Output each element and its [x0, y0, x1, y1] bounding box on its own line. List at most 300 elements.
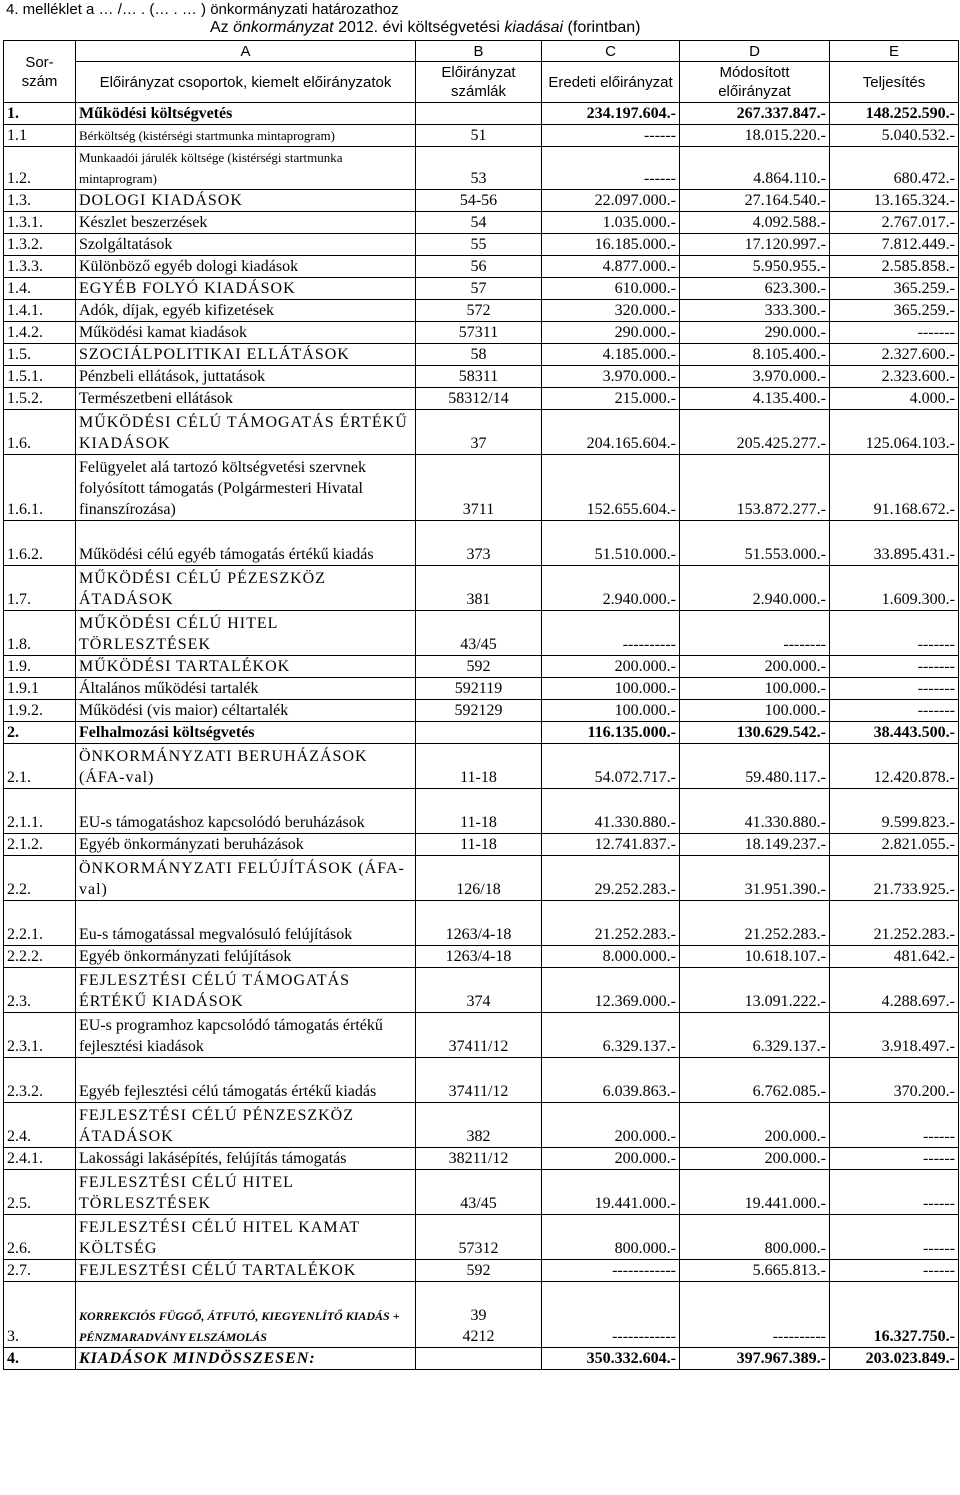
row-modified: ---------- — [680, 1282, 830, 1348]
row-name-text: Egyéb fejlesztési célú támogatás értékű kiadás — [79, 1083, 377, 1100]
row-performance: ------- — [830, 678, 959, 700]
table-row — [4, 344, 959, 366]
row-name-text: Pénzbeli ellátások, juttatások — [79, 368, 266, 385]
column-letters-row — [4, 41, 959, 62]
row-original: 200.000.- — [542, 1103, 680, 1148]
row-name — [76, 125, 416, 147]
table-row — [4, 1260, 959, 1282]
table-row — [4, 125, 959, 147]
row-name — [76, 834, 416, 856]
row-modified: 205.425.277.- — [680, 410, 830, 455]
row-number: 1.6.2. — [4, 521, 76, 566]
row-name — [76, 744, 416, 789]
table-row — [4, 834, 959, 856]
row-number: 1.5.1. — [4, 366, 76, 388]
row-name-text: Felügyelet alá tartozó költségvetési szervnek folyósított támogatás (Polgármesteri Hivatal finanszírozása) — [79, 459, 367, 518]
row-account: 373 — [416, 521, 542, 566]
row-number: 2.1. — [4, 744, 76, 789]
row-name-text: Általános működési tartalék — [79, 680, 259, 697]
row-name — [76, 678, 416, 700]
row-original: 29.252.283.- — [542, 856, 680, 901]
row-modified: 100.000.- — [680, 700, 830, 722]
row-modified: 623.300.- — [680, 278, 830, 300]
row-name-text: Szolgáltatások — [79, 236, 173, 253]
sorszam-header: Sor- szám — [4, 41, 76, 103]
row-original: 41.330.880.- — [542, 789, 680, 834]
table-row — [4, 1058, 959, 1103]
row-name-text: FEJLESZTÉSI CÉLÚ TÁMOGATÁS ÉRTÉKŰ KIADÁSOK — [79, 972, 351, 1010]
row-original: 204.165.604.- — [542, 410, 680, 455]
row-account: 51 — [416, 125, 542, 147]
table-row — [4, 1215, 959, 1260]
table-row — [4, 147, 959, 190]
row-name-text: Készlet beszerzések — [79, 214, 208, 231]
row-account: 572 — [416, 300, 542, 322]
row-name-text: SZOCIÁLPOLITIKAI ELLÁTÁSOK — [79, 346, 350, 363]
table-row — [4, 103, 959, 125]
row-number: 1.2. — [4, 147, 76, 190]
row-account: 11-18 — [416, 789, 542, 834]
row-original: 320.000.- — [542, 300, 680, 322]
row-performance: 13.165.324.- — [830, 190, 959, 212]
table-row — [4, 611, 959, 656]
row-number: 2.1.2. — [4, 834, 76, 856]
budget-table — [3, 40, 959, 1370]
table-row — [4, 678, 959, 700]
row-performance: 4.000.- — [830, 388, 959, 410]
row-modified: 10.618.107.- — [680, 946, 830, 968]
row-account: 43/45 — [416, 611, 542, 656]
row-name-text: EU-s programhoz kapcsolódó támogatás értékű fejlesztési kiadások — [79, 1017, 383, 1055]
row-account: 11-18 — [416, 744, 542, 789]
column-names-row — [4, 62, 959, 103]
row-number: 1.8. — [4, 611, 76, 656]
table-row — [4, 1282, 959, 1348]
table-row — [4, 722, 959, 744]
row-modified: 19.441.000.- — [680, 1170, 830, 1215]
row-number: 2.5. — [4, 1170, 76, 1215]
row-original: 1.035.000.- — [542, 212, 680, 234]
row-number: 1.6.1. — [4, 455, 76, 521]
row-original: 152.655.604.- — [542, 455, 680, 521]
row-name — [76, 388, 416, 410]
row-original: 100.000.- — [542, 678, 680, 700]
table-row — [4, 1348, 959, 1370]
row-modified: 6.329.137.- — [680, 1013, 830, 1058]
row-account: 37411/12 — [416, 1058, 542, 1103]
row-number: 2.6. — [4, 1215, 76, 1260]
row-account: 37411/12 — [416, 1013, 542, 1058]
row-performance: 91.168.672.- — [830, 455, 959, 521]
table-row — [4, 190, 959, 212]
row-original: ------------ — [542, 1260, 680, 1282]
row-name-text: ÖNKORMÁNYZATI FELÚJÍTÁSOK (ÁFA-val) — [79, 860, 405, 898]
row-name — [76, 611, 416, 656]
row-modified: 59.480.117.- — [680, 744, 830, 789]
row-performance: ------- — [830, 700, 959, 722]
row-modified: 4.135.400.- — [680, 388, 830, 410]
row-account: 592129 — [416, 700, 542, 722]
table-row — [4, 278, 959, 300]
row-modified: 267.337.847.- — [680, 103, 830, 125]
row-name-text: EU-s támogatáshoz kapcsolódó beruházások — [79, 814, 365, 831]
row-performance: 481.642.- — [830, 946, 959, 968]
row-number: 1.5.2. — [4, 388, 76, 410]
col-letter-a: A — [76, 41, 416, 62]
row-performance: 365.259.- — [830, 300, 959, 322]
row-performance: 9.599.823.- — [830, 789, 959, 834]
row-performance: 125.064.103.- — [830, 410, 959, 455]
col-letter-d: D — [680, 41, 830, 62]
row-name-text: Működési kamat kiadások — [79, 324, 247, 341]
row-name-text: FEJLESZTÉSI CÉLÚ TARTALÉKOK — [79, 1262, 357, 1279]
table-row — [4, 234, 959, 256]
row-performance: 365.259.- — [830, 278, 959, 300]
row-modified: 41.330.880.- — [680, 789, 830, 834]
row-name-text: Adók, díjak, egyéb kifizetések — [79, 302, 275, 319]
row-original: 4.877.000.- — [542, 256, 680, 278]
row-performance: 203.023.849.- — [830, 1348, 959, 1370]
row-performance: 1.609.300.- — [830, 566, 959, 611]
col-name-a: Előirányzat csoportok, kiemelt előirányzatok — [76, 62, 416, 103]
row-original: 234.197.604.- — [542, 103, 680, 125]
row-original: 51.510.000.- — [542, 521, 680, 566]
row-original: 12.369.000.- — [542, 968, 680, 1013]
row-number: 1.6. — [4, 410, 76, 455]
row-name-text: Különböző egyéb dologi kiadások — [79, 258, 299, 275]
row-performance: 4.288.697.- — [830, 968, 959, 1013]
table-row — [4, 366, 959, 388]
row-name — [76, 1148, 416, 1170]
row-number: 3. — [4, 1282, 76, 1348]
row-account: 43/45 — [416, 1170, 542, 1215]
row-original: ---------- — [542, 611, 680, 656]
row-modified: 290.000.- — [680, 322, 830, 344]
row-number: 1.9.2. — [4, 700, 76, 722]
table-row — [4, 256, 959, 278]
row-name — [76, 300, 416, 322]
row-performance: 2.767.017.- — [830, 212, 959, 234]
row-number: 1.1 — [4, 125, 76, 147]
row-number: 1.4.2. — [4, 322, 76, 344]
table-row — [4, 789, 959, 834]
row-name — [76, 234, 416, 256]
row-original: 200.000.- — [542, 1148, 680, 1170]
row-modified: 3.970.000.- — [680, 366, 830, 388]
row-number: 2.2. — [4, 856, 76, 901]
row-number: 1.9.1 — [4, 678, 76, 700]
table-row — [4, 856, 959, 901]
row-performance: 16.327.750.- — [830, 1282, 959, 1348]
row-name-text: Munkaadói járulék költsége (kistérségi startmunka mintaprogram) — [79, 150, 343, 186]
row-account — [416, 103, 542, 125]
row-modified: 200.000.- — [680, 1103, 830, 1148]
row-name — [76, 322, 416, 344]
row-number: 1.9. — [4, 656, 76, 678]
row-account: 38211/12 — [416, 1148, 542, 1170]
row-name — [76, 1260, 416, 1282]
row-name — [76, 1058, 416, 1103]
row-name-text: KORREKCIÓS FÜGGŐ, ÁTFUTÓ, KIEGYENLÍTŐ KIADÁS + PÉNZMARADVÁNY ELSZÁMOLÁS — [79, 1309, 400, 1344]
row-modified: 4.092.588.- — [680, 212, 830, 234]
row-modified: 397.967.389.- — [680, 1348, 830, 1370]
row-performance: 21.733.925.- — [830, 856, 959, 901]
row-original: 6.329.137.- — [542, 1013, 680, 1058]
row-name — [76, 789, 416, 834]
row-name — [76, 1348, 416, 1370]
row-performance: ------ — [830, 1148, 959, 1170]
table-row — [4, 388, 959, 410]
row-account: 54 — [416, 212, 542, 234]
table-row — [4, 455, 959, 521]
col-name-e: Teljesítés — [830, 62, 959, 103]
row-original: 200.000.- — [542, 656, 680, 678]
col-name-b: Előirányzat számlák — [416, 62, 542, 103]
row-modified: 333.300.- — [680, 300, 830, 322]
row-account: 57311 — [416, 322, 542, 344]
row-name — [76, 344, 416, 366]
row-name-text: FEJLESZTÉSI CÉLÚ PÉNZESZKÖZ ÁTADÁSOK — [79, 1107, 354, 1145]
row-modified: 6.762.085.- — [680, 1058, 830, 1103]
row-original: ------------ — [542, 1282, 680, 1348]
table-row — [4, 1148, 959, 1170]
row-name-text: Bérköltség (kistérségi startmunka mintaprogram) — [79, 128, 335, 143]
row-account: 58 — [416, 344, 542, 366]
row-number: 2.3.1. — [4, 1013, 76, 1058]
row-performance: 2.821.055.- — [830, 834, 959, 856]
row-account: 55 — [416, 234, 542, 256]
row-name — [76, 901, 416, 946]
row-modified: 18.015.220.- — [680, 125, 830, 147]
row-modified: 51.553.000.- — [680, 521, 830, 566]
row-performance: ------- — [830, 322, 959, 344]
row-name — [76, 946, 416, 968]
row-name — [76, 256, 416, 278]
row-original: 350.332.604.- — [542, 1348, 680, 1370]
row-performance: 680.472.- — [830, 147, 959, 190]
row-account — [416, 722, 542, 744]
row-account: 1263/4-18 — [416, 946, 542, 968]
row-original: ------ — [542, 147, 680, 190]
table-row — [4, 521, 959, 566]
row-performance: ------ — [830, 1215, 959, 1260]
row-original: 12.741.837.- — [542, 834, 680, 856]
table-row — [4, 656, 959, 678]
row-account: 126/18 — [416, 856, 542, 901]
row-number: 1. — [4, 103, 76, 125]
row-original: 8.000.000.- — [542, 946, 680, 968]
row-account: 56 — [416, 256, 542, 278]
row-performance: ------- — [830, 611, 959, 656]
row-name — [76, 521, 416, 566]
table-row — [4, 946, 959, 968]
row-account: 58311 — [416, 366, 542, 388]
row-modified: 5.665.813.- — [680, 1260, 830, 1282]
row-account: 592 — [416, 656, 542, 678]
row-modified: 130.629.542.- — [680, 722, 830, 744]
row-account: 592119 — [416, 678, 542, 700]
row-original: 3.970.000.- — [542, 366, 680, 388]
row-performance: 7.812.449.- — [830, 234, 959, 256]
row-original: 21.252.283.- — [542, 901, 680, 946]
row-performance: ------ — [830, 1260, 959, 1282]
row-name-text: MŰKÖDÉSI TARTALÉKOK — [79, 658, 291, 675]
row-account: 58312/14 — [416, 388, 542, 410]
row-name-text: MŰKÖDÉSI CÉLÚ HITEL TÖRLESZTÉSEK — [79, 615, 278, 653]
col-letter-e: E — [830, 41, 959, 62]
row-modified: 4.864.110.- — [680, 147, 830, 190]
row-modified: 17.120.997.- — [680, 234, 830, 256]
row-name — [76, 968, 416, 1013]
row-name-text: EGYÉB FOLYÓ KIADÁSOK — [79, 280, 296, 297]
row-name — [76, 1215, 416, 1260]
row-name-text: Működési célú egyéb támogatás értékű kiadás — [79, 546, 374, 563]
row-modified: 2.940.000.- — [680, 566, 830, 611]
row-account: 53 — [416, 147, 542, 190]
row-modified: 800.000.- — [680, 1215, 830, 1260]
row-modified: 27.164.540.- — [680, 190, 830, 212]
row-modified: 31.951.390.- — [680, 856, 830, 901]
row-number: 2.4.1. — [4, 1148, 76, 1170]
row-original: 800.000.- — [542, 1215, 680, 1260]
row-name — [76, 1013, 416, 1058]
table-row — [4, 410, 959, 455]
row-performance: 148.252.590.- — [830, 103, 959, 125]
row-account: 37 — [416, 410, 542, 455]
row-name-text: FEJLESZTÉSI CÉLÚ HITEL KAMAT KÖLTSÉG — [79, 1219, 360, 1257]
row-name-text: MŰKÖDÉSI CÉLÚ PÉZESZKÖZ ÁTADÁSOK — [79, 570, 326, 608]
table-row — [4, 566, 959, 611]
row-name-text: Működési (vis maior) céltartalék — [79, 702, 289, 719]
table-row — [4, 968, 959, 1013]
row-account: 3711 — [416, 455, 542, 521]
row-name — [76, 103, 416, 125]
row-performance: 3.918.497.- — [830, 1013, 959, 1058]
row-original: 22.097.000.- — [542, 190, 680, 212]
row-performance: 5.040.532.- — [830, 125, 959, 147]
row-modified: 21.252.283.- — [680, 901, 830, 946]
row-modified: 5.950.955.- — [680, 256, 830, 278]
row-name — [76, 212, 416, 234]
row-performance: 38.443.500.- — [830, 722, 959, 744]
row-original: 19.441.000.- — [542, 1170, 680, 1215]
row-performance: 12.420.878.- — [830, 744, 959, 789]
row-account: 592 — [416, 1260, 542, 1282]
attachment-note: 4. melléklet a … /… . (… . … ) önkormányzati határozathoz — [6, 1, 399, 18]
row-modified: 13.091.222.- — [680, 968, 830, 1013]
row-account: 57 — [416, 278, 542, 300]
row-name — [76, 856, 416, 901]
row-name — [76, 278, 416, 300]
row-performance: 370.200.- — [830, 1058, 959, 1103]
row-name-text: Felhalmozási költségvetés — [79, 724, 255, 741]
col-name-d: Módosított előirányzat — [680, 62, 830, 103]
row-name — [76, 656, 416, 678]
row-original: 116.135.000.- — [542, 722, 680, 744]
row-original: 290.000.- — [542, 322, 680, 344]
row-original: 2.940.000.- — [542, 566, 680, 611]
row-original: 16.185.000.- — [542, 234, 680, 256]
row-number: 2.2.2. — [4, 946, 76, 968]
row-name — [76, 190, 416, 212]
row-name-text: ÖNKORMÁNYZATI BERUHÁZÁSOK (ÁFA-val) — [79, 748, 368, 786]
row-name-text: MŰKÖDÉSI CÉLÚ TÁMOGATÁS ÉRTÉKŰ KIADÁSOK — [79, 414, 408, 452]
row-original: ------ — [542, 125, 680, 147]
table-row — [4, 1170, 959, 1215]
row-name-text: DOLOGI KIADÁSOK — [79, 192, 243, 209]
row-original: 100.000.- — [542, 700, 680, 722]
row-modified: 8.105.400.- — [680, 344, 830, 366]
row-name — [76, 410, 416, 455]
row-modified: 18.149.237.- — [680, 834, 830, 856]
row-name — [76, 147, 416, 190]
row-name-text: KIADÁSOK MINDÖSSZESEN: — [79, 1350, 316, 1367]
row-account: 1263/4-18 — [416, 901, 542, 946]
row-performance: 33.895.431.- — [830, 521, 959, 566]
row-number: 2.1.1. — [4, 789, 76, 834]
row-account: 54-56 — [416, 190, 542, 212]
row-name — [76, 455, 416, 521]
row-name-text: Működési költségvetés — [79, 105, 233, 122]
row-name-text: FEJLESZTÉSI CÉLÚ HITEL TÖRLESZTÉSEK — [79, 1174, 294, 1212]
table-row — [4, 212, 959, 234]
page-title: Az önkormányzat 2012. évi költségvetési kiadásai (forintban) — [210, 19, 641, 36]
row-number: 2.4. — [4, 1103, 76, 1148]
row-number: 1.5. — [4, 344, 76, 366]
row-name — [76, 1282, 416, 1348]
row-name-text: Egyéb önkormányzati beruházások — [79, 836, 304, 853]
row-name — [76, 366, 416, 388]
table-row — [4, 700, 959, 722]
row-original: 610.000.- — [542, 278, 680, 300]
row-original: 4.185.000.- — [542, 344, 680, 366]
row-performance: 2.585.858.- — [830, 256, 959, 278]
row-name-text: Természetbeni ellátások — [79, 390, 233, 407]
table-row — [4, 1103, 959, 1148]
col-letter-b: B — [416, 41, 542, 62]
col-letter-c: C — [542, 41, 680, 62]
row-performance: 2.323.600.- — [830, 366, 959, 388]
row-number: 2.3. — [4, 968, 76, 1013]
row-name — [76, 566, 416, 611]
row-name-text: Eu-s támogatással megvalósuló felújítások — [79, 926, 353, 943]
row-name — [76, 722, 416, 744]
table-row — [4, 1013, 959, 1058]
table-row — [4, 322, 959, 344]
row-number: 4. — [4, 1348, 76, 1370]
table-row — [4, 300, 959, 322]
row-account: 57312 — [416, 1215, 542, 1260]
row-name-text: Egyéb önkormányzati felújítások — [79, 948, 292, 965]
row-performance: ------ — [830, 1103, 959, 1148]
row-number: 1.3.3. — [4, 256, 76, 278]
row-number: 2.2.1. — [4, 901, 76, 946]
row-number: 2.3.2. — [4, 1058, 76, 1103]
row-number: 1.4. — [4, 278, 76, 300]
row-number: 2.7. — [4, 1260, 76, 1282]
table-row — [4, 744, 959, 789]
table-row — [4, 901, 959, 946]
row-modified: 200.000.- — [680, 1148, 830, 1170]
row-modified: 153.872.277.- — [680, 455, 830, 521]
row-name — [76, 1170, 416, 1215]
row-modified: 100.000.- — [680, 678, 830, 700]
row-modified: -------- — [680, 611, 830, 656]
row-account: 11-18 — [416, 834, 542, 856]
row-number: 1.4.1. — [4, 300, 76, 322]
row-account: 381 — [416, 566, 542, 611]
row-number: 1.7. — [4, 566, 76, 611]
